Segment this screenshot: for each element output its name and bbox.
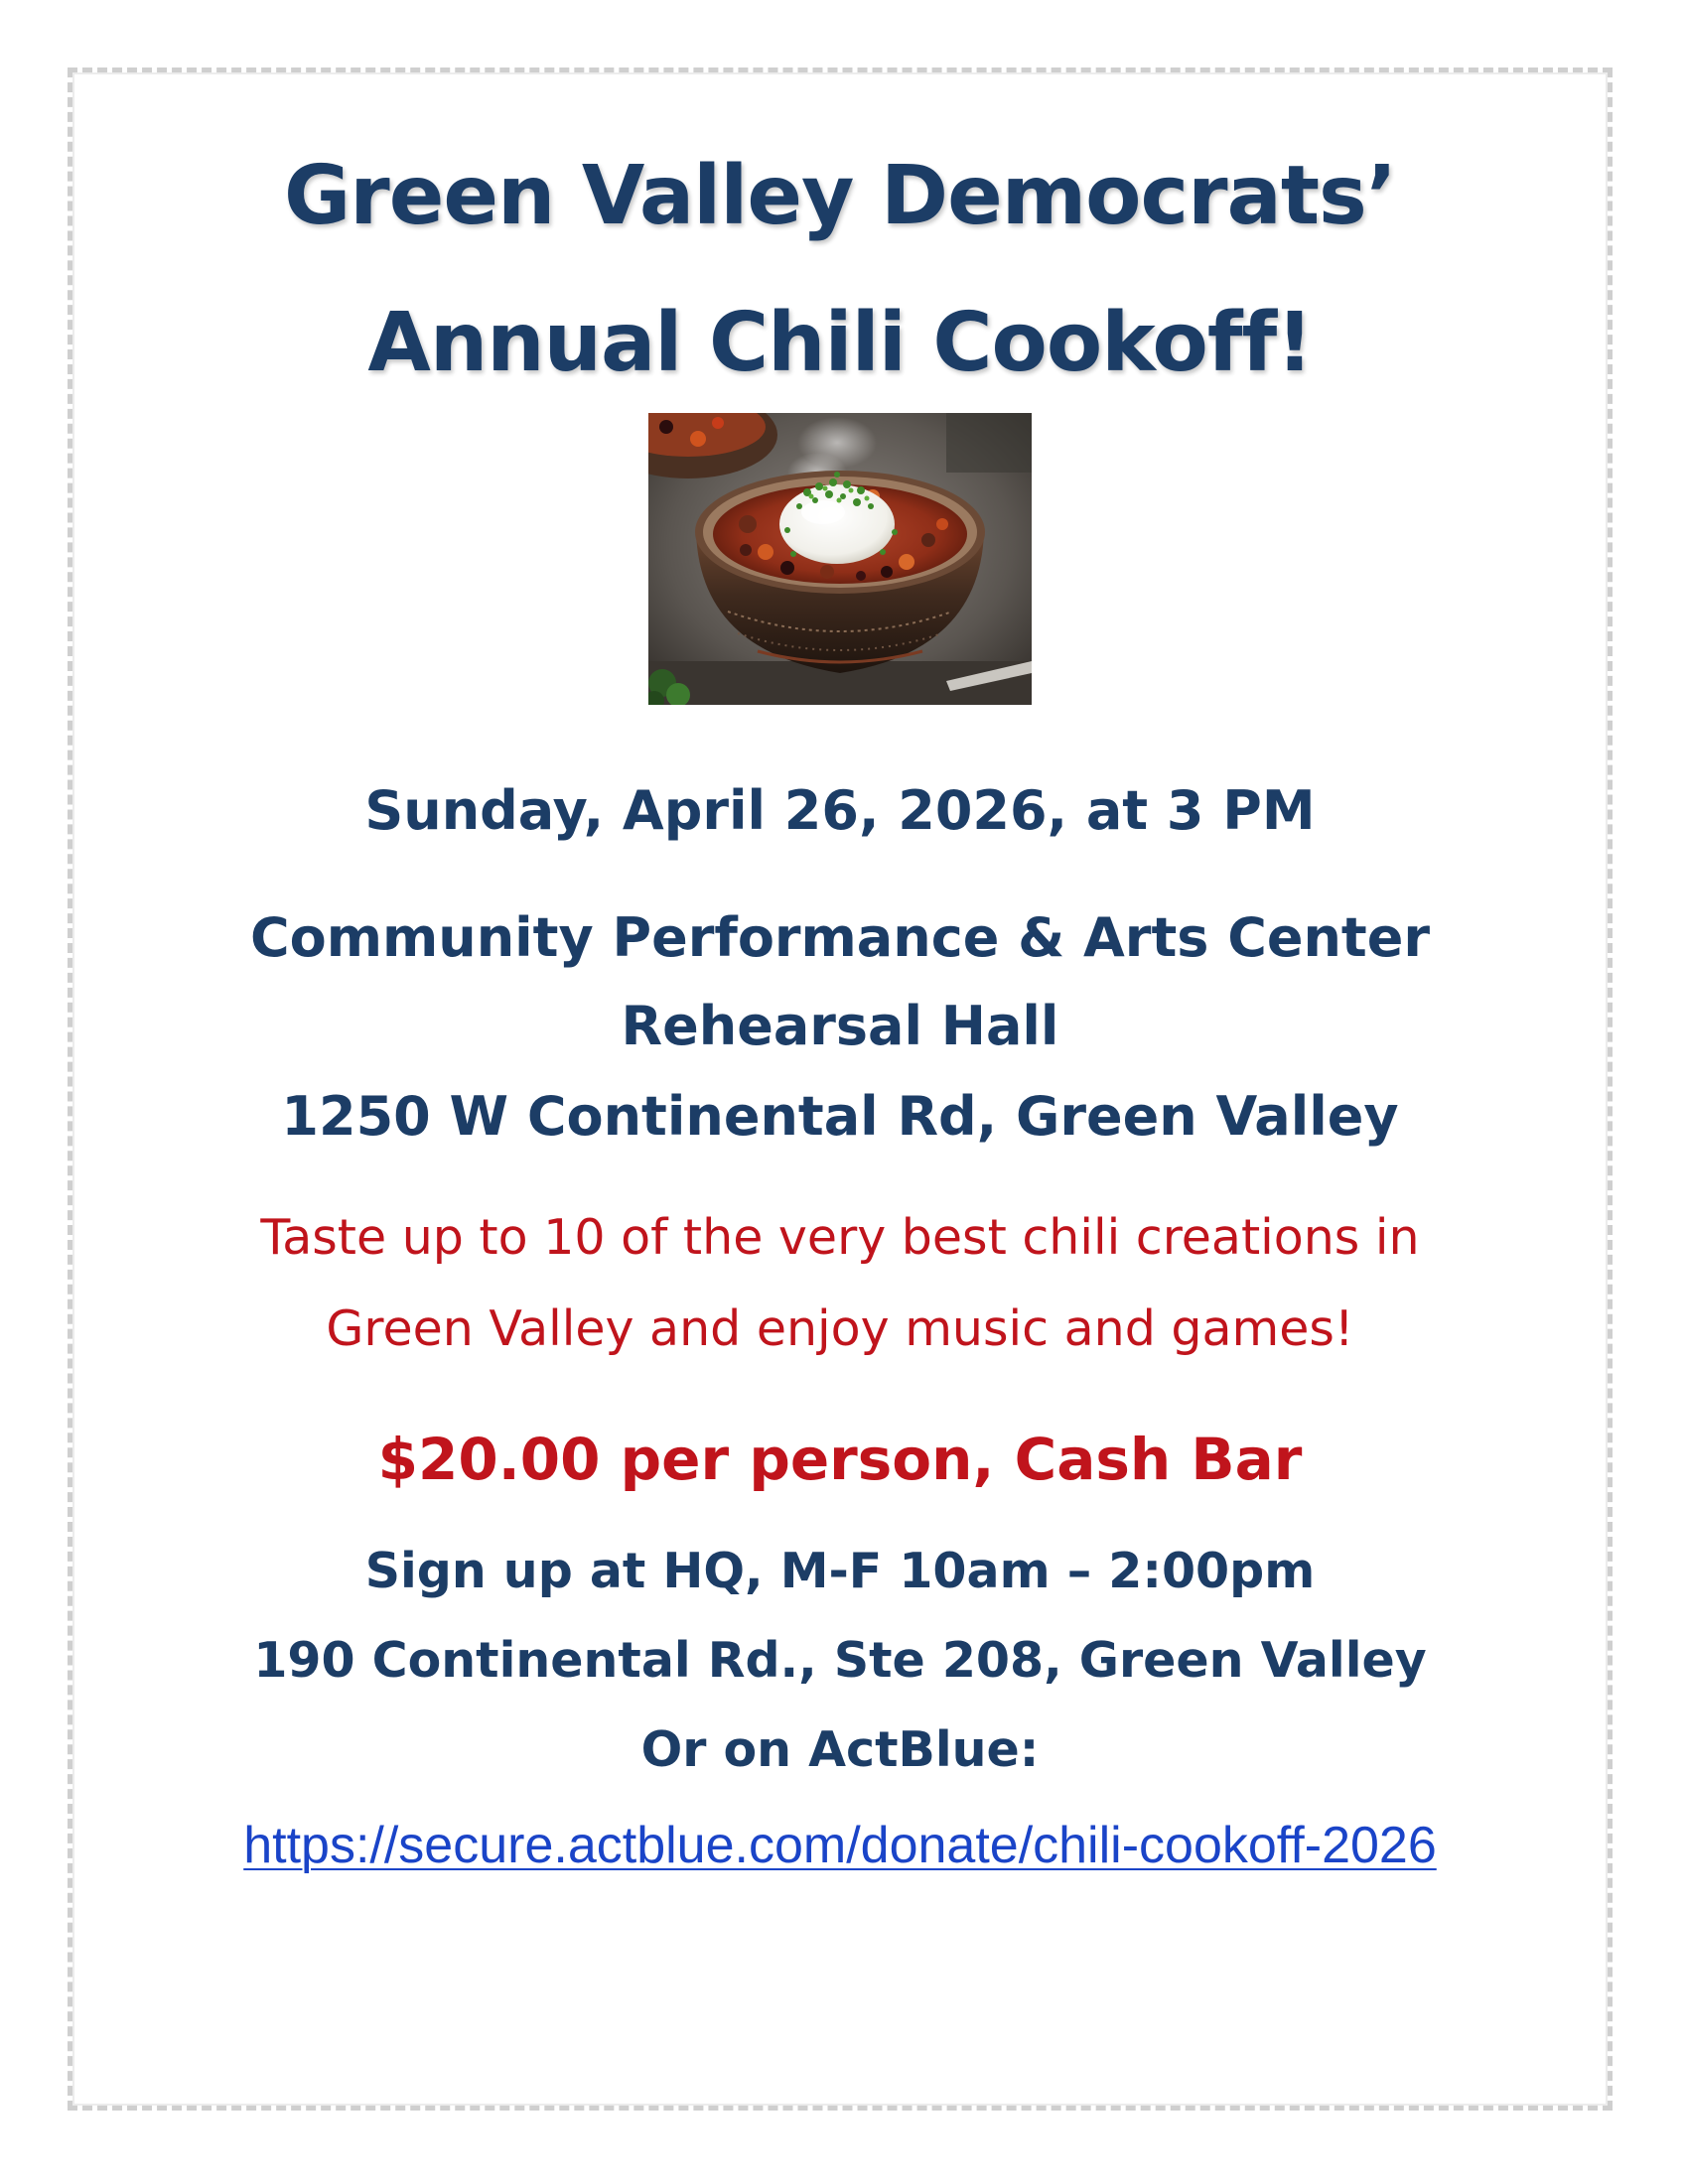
event-date-time: Sunday, April 26, 2026, at 3 PM bbox=[364, 779, 1316, 842]
signup-hours: Sign up at HQ, M-F 10am – 2:00pm bbox=[364, 1543, 1316, 1599]
description-line-2: Green Valley and enjoy music and games! bbox=[326, 1300, 1354, 1357]
chili-bowl-photo bbox=[648, 413, 1032, 705]
venue-address: 1250 W Continental Rd, Green Valley bbox=[281, 1085, 1399, 1148]
actblue-link-row bbox=[72, 1816, 1608, 1875]
price-text: $20.00 per person, Cash Bar bbox=[377, 1426, 1303, 1493]
flyer-content bbox=[72, 72, 1608, 2106]
actblue-link[interactable]: https://secure.actblue.com/donate/chili-cookoff-2026 bbox=[243, 1817, 1437, 1874]
description-line-1: Taste up to 10 of the very best chili creations in bbox=[260, 1209, 1420, 1266]
venue-room: Rehearsal Hall bbox=[621, 995, 1059, 1057]
title-line-1: Green Valley Democrats’ bbox=[283, 149, 1397, 243]
signup-or-online: Or on ActBlue: bbox=[640, 1721, 1040, 1778]
signup-address: 190 Continental Rd., Ste 208, Green Valley bbox=[253, 1632, 1427, 1689]
venue-name: Community Performance & Arts Center bbox=[250, 906, 1430, 969]
title-line-2: Annual Chili Cookoff! bbox=[367, 296, 1313, 390]
